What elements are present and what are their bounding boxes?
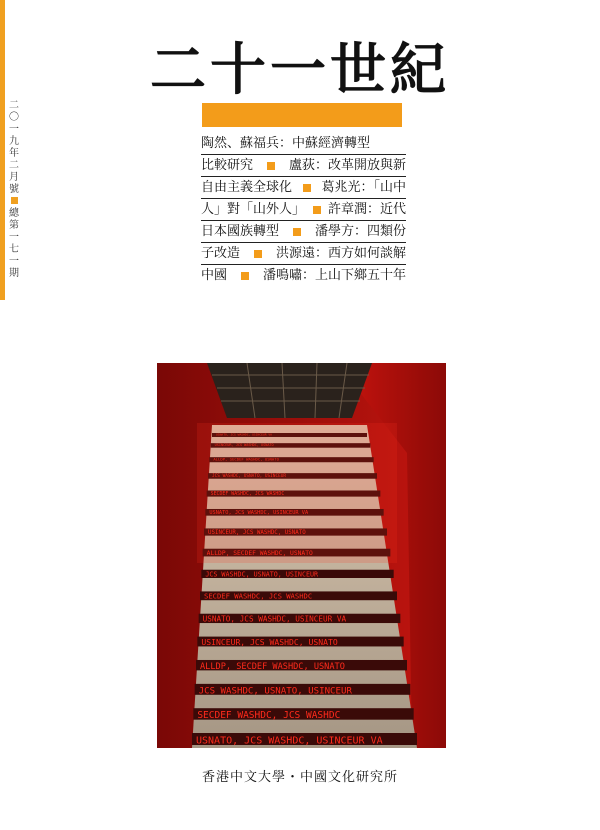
toc-segment: 中國: [201, 268, 228, 283]
led-text: JCS WASHDC, USNATO, USINCEUR: [198, 686, 352, 697]
toc-segment: 盧荻：改革開放與新: [288, 158, 406, 173]
toc-line: [201, 243, 406, 265]
toc-separator: [303, 184, 311, 192]
led-text: ALLDP, SECDEF WASHDC, USNATO: [213, 456, 279, 462]
led-text: JCS WASHDC, USNATO, USINCEUR: [205, 570, 319, 579]
orange-band: [202, 103, 402, 127]
toc-segment: 洪源遠：西方如何談解: [275, 246, 406, 261]
led-text: USNATO, JCS WASHDC, USINCEUR VA: [209, 510, 309, 517]
toc-segment: 比較研究: [201, 158, 254, 173]
ceiling: [207, 363, 372, 418]
toc-separator: [293, 228, 301, 236]
led-text: USNATO, JCS WASHDC, USINCEUR VA: [216, 432, 272, 437]
toc-segment: 潘學方：四類份: [314, 224, 406, 239]
led-text: USNATO, JCS WASHDC, USINCEUR VA: [196, 735, 383, 747]
masthead-title: 二十一世紀: [150, 37, 450, 103]
table-of-contents: [201, 133, 406, 286]
led-text: SECDEF WASHDC, JCS WASHDC: [210, 491, 285, 498]
toc-segment: 陶然、蘇福兵：中蘇經濟轉型: [201, 136, 371, 151]
red-glow: [197, 423, 397, 563]
toc-segment: 潘鳴嘯：上山下鄉五十年: [262, 268, 406, 283]
led-text: JCS WASHDC, USNATO, USINCEUR: [212, 474, 287, 480]
toc-segment: 自由主義全球化: [201, 180, 293, 195]
toc-segment: 許章潤：近代: [327, 202, 406, 217]
toc-segment: 子改造: [201, 246, 241, 261]
spine-separator: [11, 197, 18, 204]
cover-photo: [157, 363, 446, 748]
toc-separator: [254, 250, 262, 258]
toc-separator: [313, 206, 321, 214]
staircase-led-illustration: [157, 363, 446, 748]
led-text: USINCEUR, JCS WASHDC, USNATO: [214, 443, 274, 448]
led-text: SECDEF WASHDC, JCS WASHDC: [204, 591, 313, 601]
led-text: USINCEUR, JCS WASHDC, USNATO: [208, 530, 306, 537]
spine-date: 二〇一九年二月號: [9, 100, 19, 195]
toc-separator: [241, 272, 249, 280]
led-text: ALLDP, SECDEF WASHDC, USNATO: [206, 549, 313, 557]
spine-vertical-text: [7, 100, 21, 280]
toc-line: [201, 265, 406, 286]
spine-issue: 總第一七一期: [9, 208, 19, 279]
led-text: USINCEUR, JCS WASHDC, USNATO: [201, 636, 338, 647]
toc-segment: 日本國族轉型: [201, 224, 280, 239]
toc-segment: 葛兆光：「山中: [321, 180, 406, 195]
toc-line: [201, 221, 406, 243]
toc-segment: 人」對「山外人」: [201, 202, 306, 217]
publisher: 香港中文大學・中國文化研究所: [201, 770, 398, 785]
toc-line: [201, 177, 406, 199]
toc-separator: [267, 162, 275, 170]
led-text: USNATO, JCS WASHDC, USINCEUR VA: [202, 614, 347, 624]
toc-line: [201, 199, 406, 221]
toc-line: [201, 155, 406, 177]
led-text: SECDEF WASHDC, JCS WASHDC: [197, 710, 341, 722]
led-text: ALLDP, SECDEF WASHDC, USNATO: [200, 661, 345, 672]
toc-line: [201, 133, 406, 155]
